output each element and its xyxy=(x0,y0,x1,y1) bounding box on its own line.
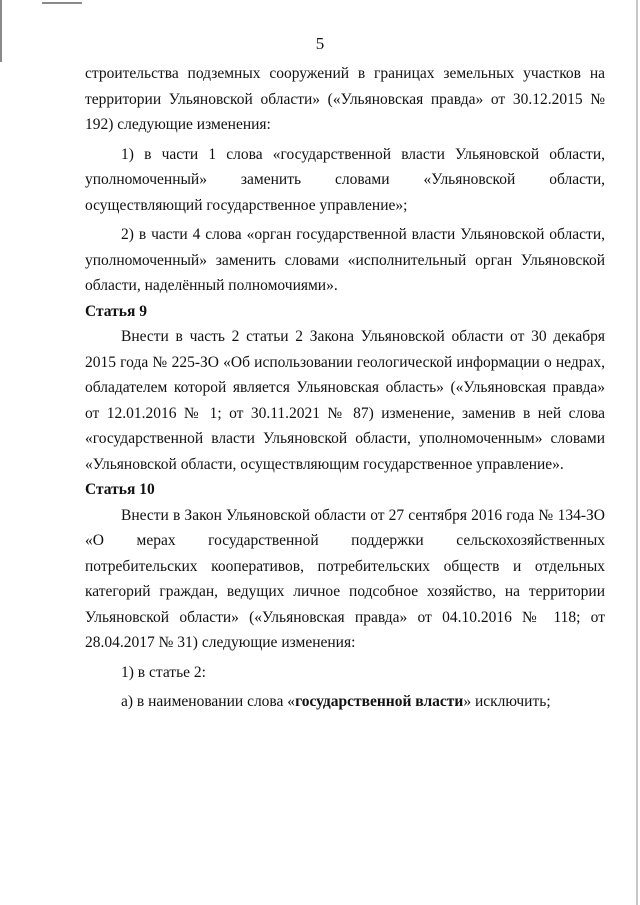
intro-paragraph: строительства подземных сооружений в границах земельных участков на территории Ульяновской области» («Ульяновская правда» от 30.12.2015 № 192) следующие изменения: xyxy=(85,65,605,133)
page-number: 5 xyxy=(315,34,325,53)
scan-artifact-right-edge xyxy=(636,0,638,905)
article-10-item-1: 1) в статье 2: xyxy=(121,663,206,681)
article-9-heading: Статья 9 xyxy=(85,302,147,320)
amendment-item-2: 2) в части 4 слова «орган государственной власти Ульяновской области, уполномоченный» заменить словами «исполнительный орган Ульяновской области, наделённый полномочиями». xyxy=(85,226,605,294)
article-10-text: Внести в Закон Ульяновской области от 27 сентября 2016 года № 134-ЗО «О мерах государственной поддержки сельскохозяйственных потребительских кооперативов, потребительских обществ и отдельных категорий граждан, ведущих личное подсобное хозяйство, на территории Ульяновской области» («Ульяновская правда» от 04.10.2016 № 118; от 28.04.2017 № 31) следующие изменения: xyxy=(85,506,605,651)
article-10-item-a xyxy=(85,689,605,715)
item-a-bold-text: государственной власти xyxy=(295,693,464,710)
article-9-text: Внести в часть 2 статьи 2 Закона Ульяновской области от 30 декабря 2015 года № 225-ЗО «Об использовании геологической информации о недрах, обладателем которой является Ульяновская область» («Ульяновская правда» от 12.01.2016 № 1; от 30.11.2021 № 87) изменение, заменив в ней слова «государственной власти Ульяновской области, уполномоченным» словами «Ульяновской области, осуществляющим государственное управление». xyxy=(85,328,605,473)
item-a-text-start: а) в наименовании слова « xyxy=(121,693,296,710)
article-10-heading: Статья 10 xyxy=(85,481,155,498)
amendment-item-1: 1) в части 1 слова «государственной власти Ульяновской области, уполномоченный» заменить словами «Ульяновской области, осуществляющий государственное управление»; xyxy=(85,145,605,214)
scan-artifact-top-bar xyxy=(42,2,82,4)
item-a-text-end: » исключить; xyxy=(463,693,551,710)
document-body xyxy=(85,61,605,715)
